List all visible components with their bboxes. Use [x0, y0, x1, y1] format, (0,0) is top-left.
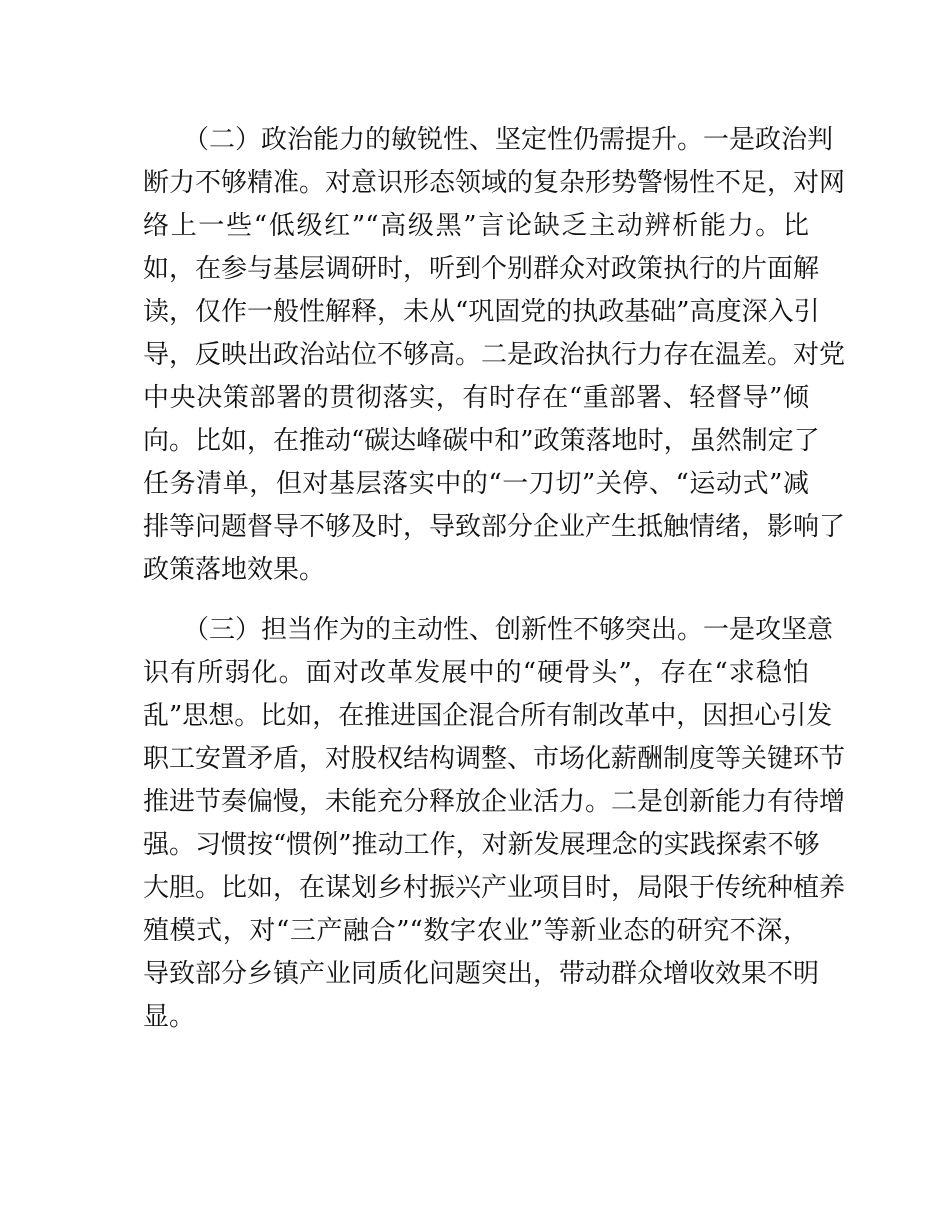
text-line: 乱”思想。比如，在推进国企混合所有制改革中，因担心引发 [143, 701, 833, 731]
text-line: 政策落地效果。 [143, 555, 326, 585]
text-line: 殖模式，对“三产融合”“数字农业”等新业态的研究不深， [143, 916, 809, 946]
paragraph-initiative-innovation [143, 609, 846, 1039]
text-line: （二）政治能力的敏锐性、坚定性仍需提升。一是政治判 [183, 125, 834, 155]
text-line: 排等问题督导不够及时，导致部分企业产生抵触情绪，影响了 [143, 512, 846, 542]
text-line: 络上一些“低级红”“高级黑”言论缺乏主动辨析能力。比 [143, 211, 809, 241]
text-line: 读，仅作一般性解释，未从“巩固党的执政基础”高度深入引 [143, 297, 820, 327]
text-line: 推进节奏偏慢，未能充分释放企业活力。二是创新能力有待增 [143, 787, 846, 817]
text-line: 导，反映出政治站位不够高。二是政治执行力存在温差。对党 [143, 340, 846, 370]
text-line: 导致部分乡镇产业同质化问题突出，带动群众增收效果不明 [143, 959, 820, 989]
text-line: 任务清单，但对基层落实中的“一刀切”关停、“运动式”减 [143, 469, 809, 499]
text-line: 强。习惯按“惯例”推动工作，对新发展理念的实践探索不够 [143, 830, 820, 860]
text-line: 大胆。比如，在谋划乡村振兴产业项目时，局限于传统种植养 [143, 873, 846, 903]
text-line: 识有所弱化。面对改革发展中的“硬骨头”，存在“求稳怕 [143, 658, 809, 688]
text-line: 显。 [143, 1002, 196, 1032]
text-line: 断力不够精准。对意识形态领域的复杂形势警惕性不足，对网 [143, 168, 846, 198]
text-line: 中央决策部署的贯彻落实，有时存在“重部署、轻督导”倾 [143, 383, 809, 413]
text-line: 如，在参与基层调研时，听到个别群众对政策执行的片面解 [143, 254, 820, 284]
text-line: （三）担当作为的主动性、创新性不够突出。一是攻坚意 [183, 615, 834, 645]
text-line: 向。比如，在推动“碳达峰碳中和”政策落地时，虽然制定了 [143, 426, 820, 456]
text-line: 职工安置矛盾，对股权结构调整、市场化薪酬制度等关键环节 [143, 744, 846, 774]
paragraph-political-ability [143, 119, 846, 592]
